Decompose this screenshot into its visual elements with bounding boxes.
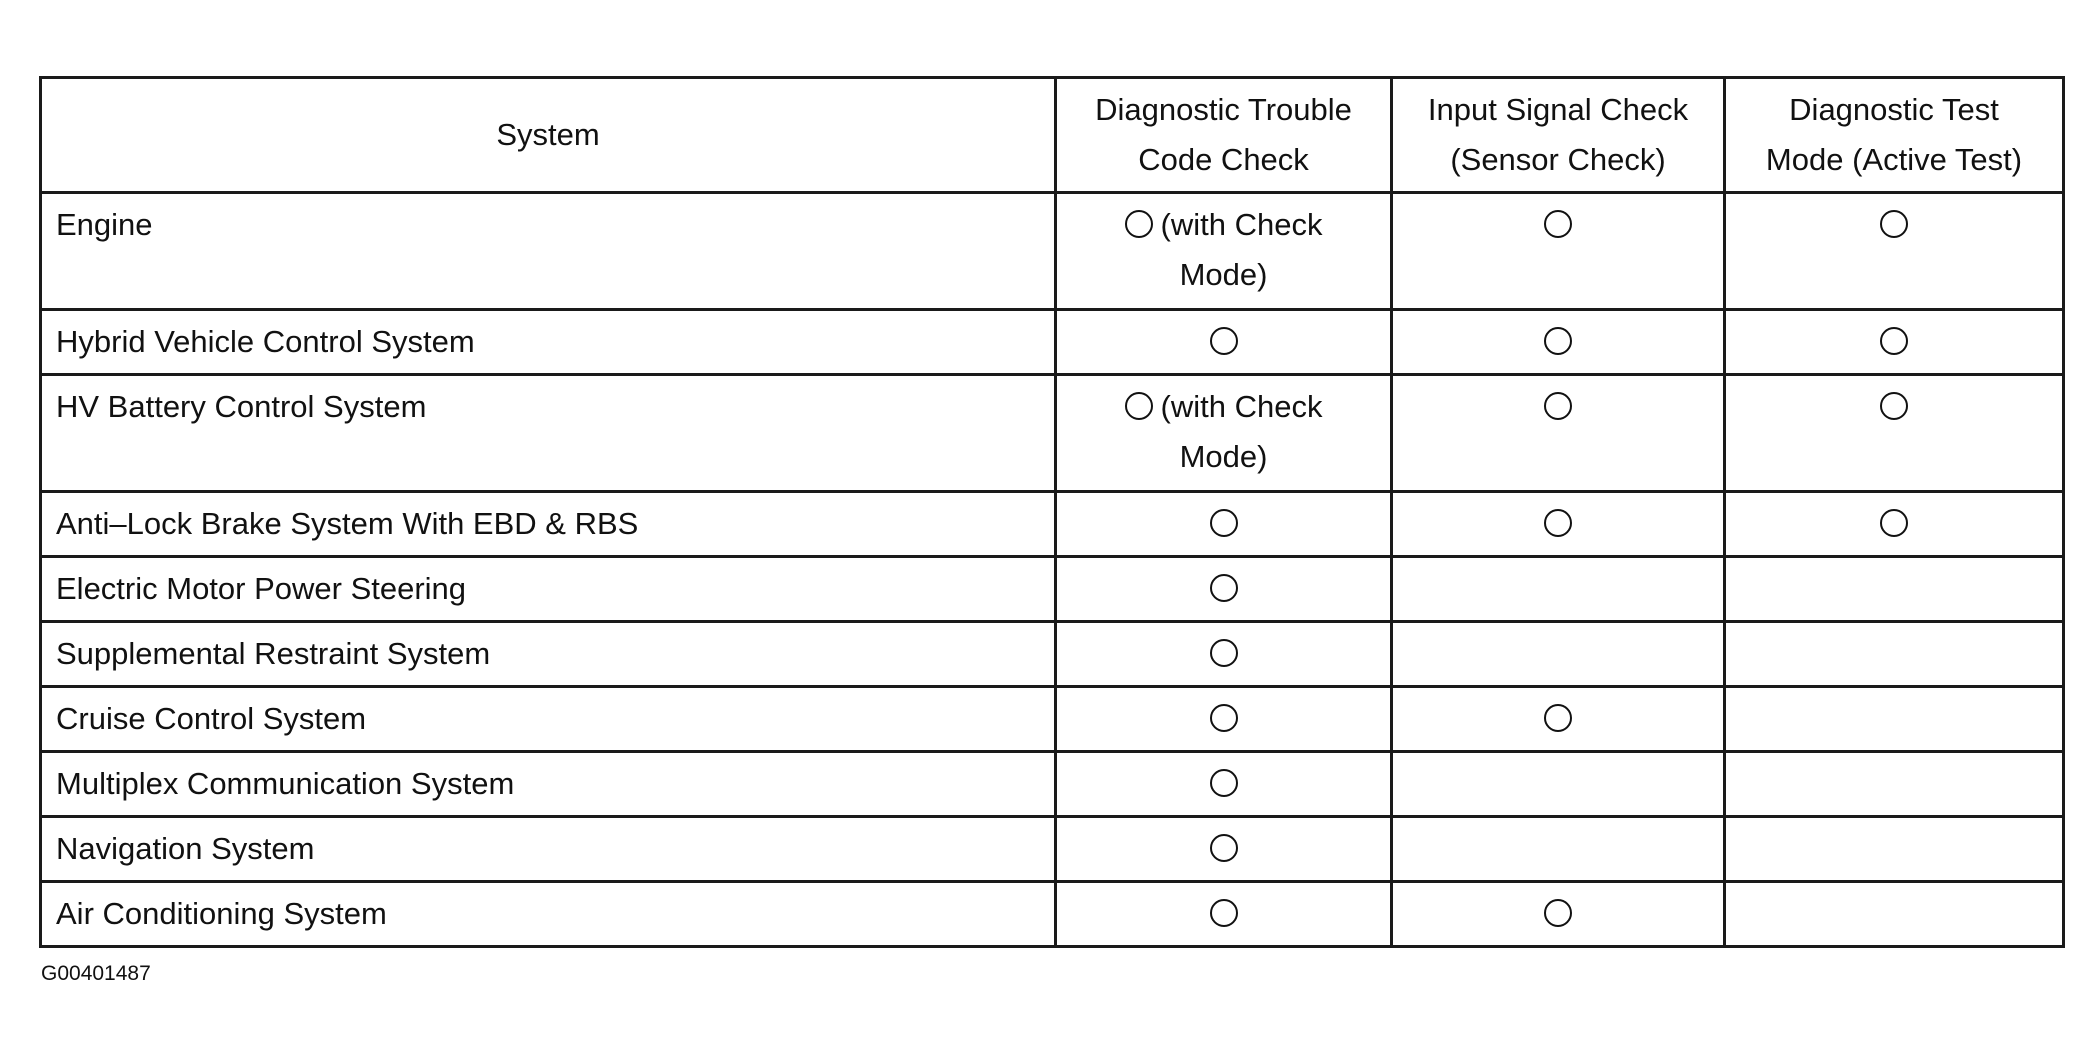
input-signal-check-cell [1392, 375, 1725, 492]
open-circle-icon [1210, 834, 1238, 862]
active-test-cell [1725, 557, 2064, 622]
system-name-cell: HV Battery Control System [41, 375, 1056, 492]
mark-group [1210, 824, 1238, 874]
open-circle-icon [1210, 704, 1238, 732]
input-signal-check-cell [1392, 193, 1725, 310]
header-system [41, 78, 1056, 193]
mark-group [1210, 564, 1238, 614]
mark-group [1880, 382, 1908, 432]
open-circle-icon [1880, 509, 1908, 537]
active-test-cell [1725, 752, 2064, 817]
dtc-check-cell [1056, 817, 1392, 882]
check-mode-note: (with Check [1160, 207, 1323, 242]
dtc-check-cell [1056, 310, 1392, 375]
mark-group [1544, 889, 1572, 939]
check-mode-note-line2: Mode) [1179, 439, 1268, 474]
mark-group [1880, 317, 1908, 367]
mark-group [1125, 200, 1323, 300]
open-circle-icon [1544, 704, 1572, 732]
table-row [41, 557, 2064, 622]
open-circle-icon [1544, 327, 1572, 355]
header-active-line1: Diagnostic Test [1789, 92, 1999, 127]
table-body [41, 193, 2064, 947]
open-circle-icon [1544, 509, 1572, 537]
mark-group [1210, 694, 1238, 744]
header-dtc-line2: Code Check [1138, 142, 1309, 177]
open-circle-icon [1544, 210, 1572, 238]
header-active-test [1725, 78, 2064, 193]
header-dtc-check [1056, 78, 1392, 193]
open-circle-icon [1880, 210, 1908, 238]
active-test-cell [1725, 687, 2064, 752]
open-circle-icon [1544, 392, 1572, 420]
open-circle-icon [1125, 210, 1153, 238]
open-circle-icon [1880, 392, 1908, 420]
active-test-cell [1725, 193, 2064, 310]
active-test-cell [1725, 817, 2064, 882]
dtc-check-cell [1056, 882, 1392, 947]
input-signal-check-cell [1392, 557, 1725, 622]
mark-group [1880, 200, 1908, 250]
mark-group [1544, 382, 1572, 432]
dtc-check-cell [1056, 557, 1392, 622]
check-mode-note: (with Check [1160, 389, 1323, 424]
table-row [41, 687, 2064, 752]
diagnostic-function-table [39, 76, 2065, 948]
system-name-cell: Multiplex Communication System [41, 752, 1056, 817]
dtc-check-cell [1056, 492, 1392, 557]
active-test-cell [1725, 622, 2064, 687]
mark-group [1544, 200, 1572, 250]
mark-group [1210, 317, 1238, 367]
table-row [41, 193, 2064, 310]
system-name-cell: Anti–Lock Brake System With EBD & RBS [41, 492, 1056, 557]
active-test-cell [1725, 310, 2064, 375]
table-header-row [41, 78, 2064, 193]
system-name-cell: Engine [41, 193, 1056, 310]
dtc-check-cell [1056, 375, 1392, 492]
table-row [41, 622, 2064, 687]
open-circle-icon [1880, 327, 1908, 355]
dtc-check-cell [1056, 687, 1392, 752]
open-circle-icon [1544, 899, 1572, 927]
open-circle-icon [1210, 639, 1238, 667]
mark-group [1544, 499, 1572, 549]
mark-group [1880, 499, 1908, 549]
input-signal-check-cell [1392, 687, 1725, 752]
input-signal-check-cell [1392, 882, 1725, 947]
open-circle-icon [1210, 769, 1238, 797]
header-system-label: System [496, 117, 600, 152]
mark-group [1210, 629, 1238, 679]
system-name-cell: Navigation System [41, 817, 1056, 882]
mark-group [1210, 759, 1238, 809]
system-name-cell: Electric Motor Power Steering [41, 557, 1056, 622]
system-name-cell: Cruise Control System [41, 687, 1056, 752]
dtc-check-cell [1056, 193, 1392, 310]
header-input-line1: Input Signal Check [1427, 92, 1689, 127]
header-input-signal-check [1392, 78, 1725, 193]
open-circle-icon [1210, 509, 1238, 537]
header-dtc-line1: Diagnostic Trouble [1095, 92, 1352, 127]
mark-group [1210, 499, 1238, 549]
active-test-cell [1725, 882, 2064, 947]
header-input-line2: (Sensor Check) [1450, 142, 1666, 177]
open-circle-icon [1125, 392, 1153, 420]
table-row [41, 375, 2064, 492]
table-row [41, 882, 2064, 947]
open-circle-icon [1210, 899, 1238, 927]
table-row [41, 817, 2064, 882]
system-name-cell: Air Conditioning System [41, 882, 1056, 947]
check-mode-note-line2: Mode) [1179, 257, 1268, 292]
table-row [41, 492, 2064, 557]
mark-group [1125, 382, 1323, 482]
figure-code: G00401487 [41, 962, 151, 985]
active-test-cell [1725, 375, 2064, 492]
header-active-line2: Mode (Active Test) [1765, 142, 2023, 177]
active-test-cell [1725, 492, 2064, 557]
mark-group [1544, 317, 1572, 367]
input-signal-check-cell [1392, 310, 1725, 375]
input-signal-check-cell [1392, 622, 1725, 687]
mark-group [1544, 694, 1572, 744]
input-signal-check-cell [1392, 492, 1725, 557]
input-signal-check-cell [1392, 752, 1725, 817]
system-name-cell: Supplemental Restraint System [41, 622, 1056, 687]
input-signal-check-cell [1392, 817, 1725, 882]
table-row [41, 310, 2064, 375]
open-circle-icon [1210, 327, 1238, 355]
dtc-check-cell [1056, 622, 1392, 687]
dtc-check-cell [1056, 752, 1392, 817]
open-circle-icon [1210, 574, 1238, 602]
system-name-cell: Hybrid Vehicle Control System [41, 310, 1056, 375]
table-row [41, 752, 2064, 817]
mark-group [1210, 889, 1238, 939]
